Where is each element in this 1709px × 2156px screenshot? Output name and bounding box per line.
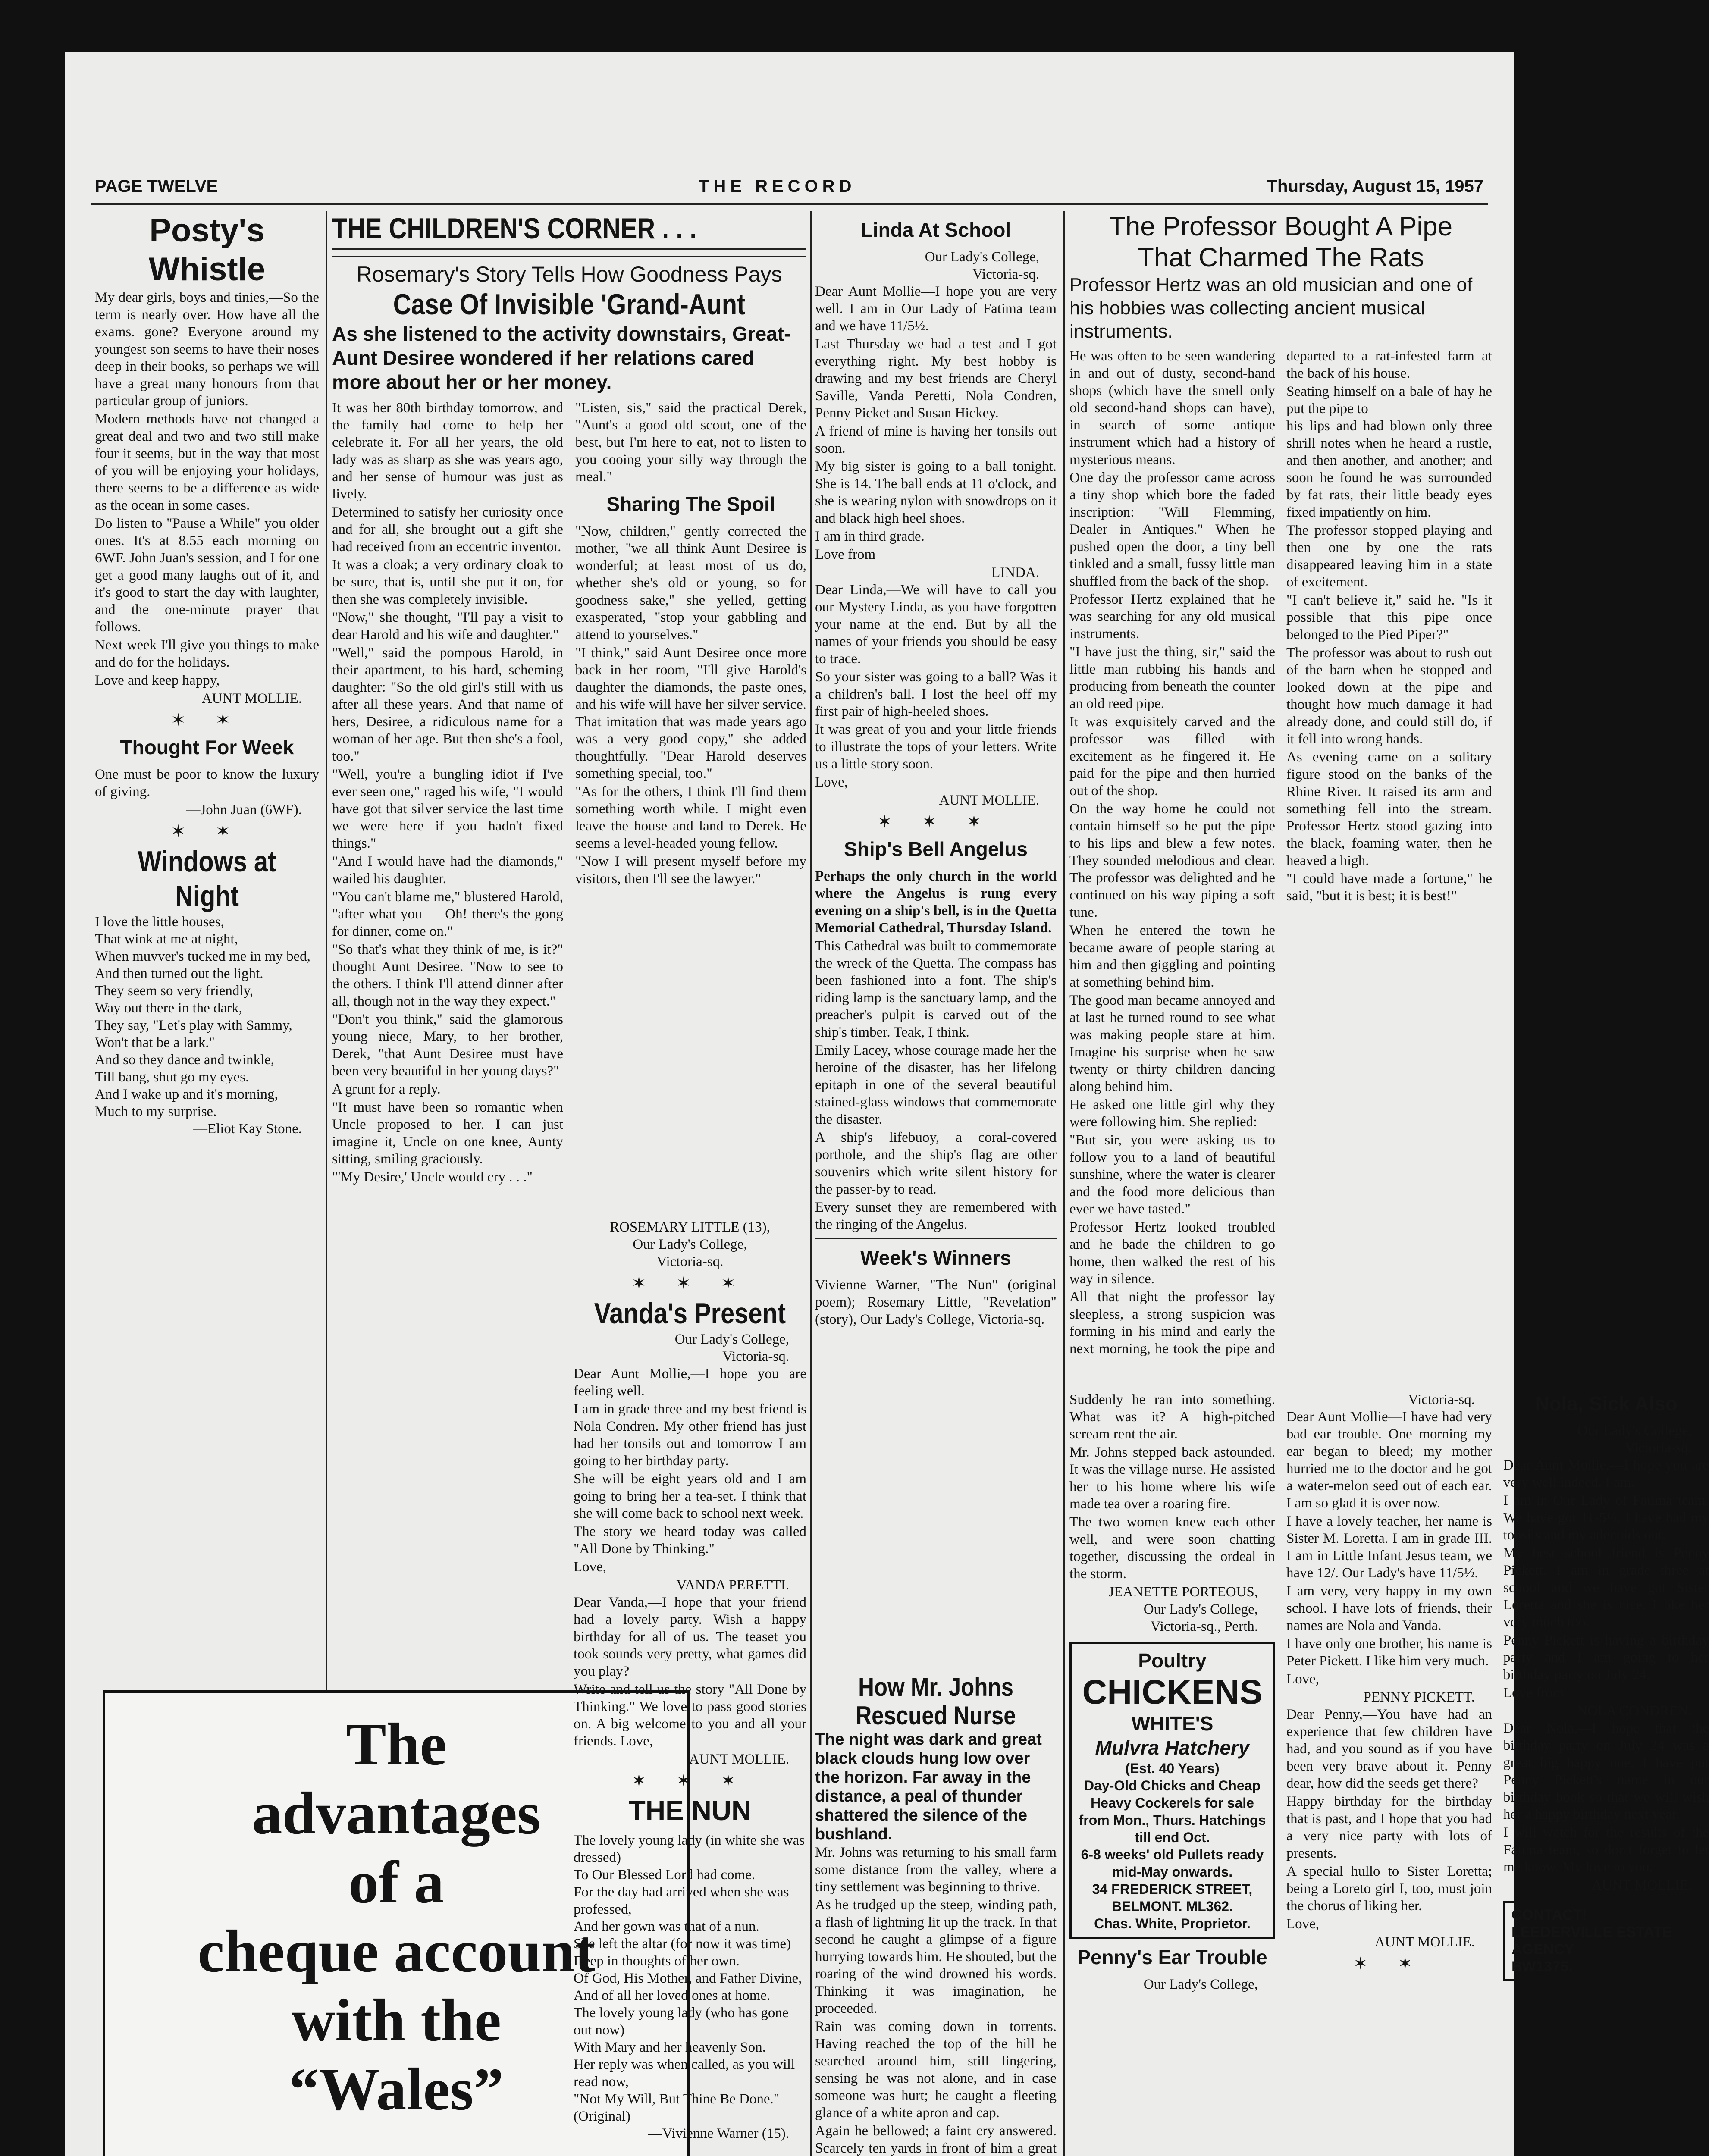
professor-body-right — [1286, 417, 1492, 905]
reply-signature: AUNT MOLLIE. — [689, 1752, 789, 1767]
paragraph: Happy birthday for the birthday that is past, and I hope that you had a very nice party with lots of presents. — [1286, 1794, 1492, 1861]
paragraph: "I have just the thing, sir," said the little man rubbing his hands and producing from beneath the counter an old reed pipe. — [1069, 644, 1275, 711]
paragraph: "And I would have had the diamonds," wailed his daughter. — [332, 854, 563, 887]
linda-reply-signature: AUNT MOLLIE. — [939, 793, 1039, 808]
paragraph: A friend of mine is having her tonsils out soon. — [815, 423, 1057, 456]
winners-body: Vivienne Warner, "The Nun" (original poem); Rosemary Little, "Revelation" (story), Our Lady's College, Victoria-sq. — [815, 1277, 1057, 1327]
poultry-hatchery: Mulvra Hatchery — [1095, 1736, 1250, 1759]
story-signature-block — [574, 1219, 806, 2142]
poem-line: With Mary and her heavenly Son. — [574, 2040, 766, 2055]
paragraph: Again he bellowed; a faint cry answered. Scarcely ten yards in front of him a great — [815, 2123, 1057, 2156]
paragraph: Love, — [1286, 1916, 1320, 1932]
signature-line: ROSEMARY LITTLE (13), — [610, 1219, 770, 1235]
poem-line: That wink at me at night, — [95, 931, 238, 947]
paragraph: My dear girls, boys and tinies,—So the term is nearly over. How have all the exams. gone? Everyone around my youngest son seems to have their noses deep in their books, so perhaps we will have a great many honours from that particular group of juniors. — [95, 290, 319, 409]
contact-box — [1503, 1901, 1709, 1981]
bell-title: Ship's Bell Angelus — [844, 838, 1028, 860]
bell-lead: Perhaps the only church in the world where the Angelus is rung every evening on a ship's bell, is in the Quetta Memorial Cathedral, Thursday Island. — [815, 868, 1057, 936]
story-subhead: Rosemary's Story Tells How Goodness Pays — [356, 262, 782, 286]
poultry-chickens: CHICKENS — [1082, 1673, 1263, 1711]
paragraph: My best school friend is Penny Pickett. I am in grade three at school and we have got Sister Loretta and she is nice. I like her very much too. — [1503, 1545, 1709, 1630]
paragraph: "But sir, you were asking us to follow you to a land of beautiful sunshine, where the water is clearer and the food more delicious than ever we have tasted." — [1069, 1132, 1275, 1217]
professor-title — [1069, 211, 1492, 273]
paragraph: Dear Nola,—I hope that the birthday party on July 24 was a great big happy one. I have put Penny Pickett's name in our birthday book so that we will wish her a happy birthday next year. — [1503, 1720, 1709, 1822]
spoil-body — [575, 523, 806, 887]
thought-signature: —John Juan (6WF). — [186, 802, 302, 818]
paragraph: The story we heard today was called "All Done by Thinking." — [574, 1524, 806, 1557]
address-line: Victoria-sq. — [1625, 1440, 1692, 1456]
paragraph: his lips and had blown only three shrill notes when he heard a rustle, and then another, and another; and soon he found he was surrounded by fat rats, their little beady eyes fixed impatiently on him. — [1286, 418, 1492, 520]
poem-line: When muvver's tucked me in my bed, — [95, 949, 310, 964]
poultry-line: Day-Old Chicks and Cheap Heavy Cockerels for sale from Mon., Thurs. Hatchings till end Oct. — [1079, 1778, 1266, 1845]
paragraph: I have only one brother, his name is Peter Pickett. I like him very much. — [1286, 1636, 1492, 1669]
poem-line: And then turned out the light. — [95, 966, 263, 981]
nurse-body-left — [815, 1844, 1057, 2156]
nola-reply — [1503, 1720, 1709, 1876]
linda-body — [815, 283, 1057, 563]
paragraph: As evening came on a solitary figure stood on the banks of the Rhine River. It raised its arm and something fell into the stream. Professor Hertz stood gazing into the black, foaming water, then he heaved a high. — [1286, 749, 1492, 868]
paragraph: As he trudged up the steep, winding path, a flash of lightning lit up the track. In that second he caught a glimpse of a figure hurrying towards him. He shouted, but the roaring of the wind drowned his words. Thinking it was imagination, he proceeded. — [815, 1897, 1057, 2016]
paragraph: "Now," she thought, "I'll pay a visit to dear Harold and his wife and daughter." — [332, 610, 563, 642]
poultry-lines — [1078, 1760, 1267, 1932]
thought-title: Thought For Week — [120, 736, 294, 758]
address-line: Victoria-sq. — [1408, 1392, 1475, 1407]
ad-headline-line: advantages — [252, 1780, 541, 1847]
ad-headline-line: with the — [291, 1987, 502, 2054]
address-line: Our Lady's College, — [1577, 1423, 1692, 1438]
title-line: That Charmed The Rats — [1138, 243, 1424, 273]
contact-line: BW1375. — [1511, 1959, 1573, 1975]
column-1 — [95, 211, 319, 1677]
poem-line: Way out there in the dark, — [95, 1000, 242, 1016]
paragraph: Suddenly he ran into something. What was it? A high-pitched scream rent the air. — [1069, 1392, 1275, 1442]
thought-body: One must be poor to know the luxury of giving. — [95, 767, 319, 799]
poultry-line: 34 FREDERICK STREET, BELMONT. ML362. — [1092, 1881, 1253, 1914]
nun-poem — [574, 1832, 806, 2125]
poem-line: I love the little houses, — [95, 914, 224, 930]
nola-reply-signature: AUNT MOLLIE. — [1591, 1877, 1692, 1893]
story-title: Case Of Invisible 'Grand-Aunt — [393, 288, 746, 321]
poem-line: And so they dance and twinkle, — [95, 1052, 275, 1068]
signature-line: Our Lady's College, — [1143, 1601, 1258, 1617]
nurse-right-block — [1069, 1391, 1275, 1939]
paragraph: Love, — [1286, 1671, 1320, 1687]
paragraph: I am in Our Lady of Fatima team. We have got 11-5½. I have had my tonsils and my adenoids out. — [1503, 1493, 1709, 1543]
wavy-rule — [332, 248, 806, 257]
paragraph: Dear Aunt Mollie—I have had very bad ear trouble. One morning my ear began to bleed; my mother hurried me to the doctor and he got a water-melon seed out of each ear. I am so glad it is over now. — [1286, 1409, 1492, 1511]
paragraph: Dear Vanda,—I hope that your friend had a lovely party. Wish a happy birthday for all of us. The teaset you took sounds very pretty, what games did you play? — [574, 1595, 806, 1679]
ad-headline-line: of a — [348, 1849, 444, 1916]
story-columns — [332, 399, 806, 1219]
nola-body — [1503, 1457, 1709, 1702]
paragraph: Modern methods have not changed a great deal and two and two still make four it seems, but in the way that most of you will be enjoying your holidays, there seems to be a difference as wide as the ocean in some cases. — [95, 411, 319, 513]
poultry-name: WHITE'S — [1131, 1712, 1214, 1735]
corner-title: THE CHILDREN'S CORNER . . . — [332, 212, 697, 245]
poem-line: And I wake up and it's morning, — [95, 1087, 278, 1102]
paragraph: Love, — [574, 1559, 607, 1575]
poem-line: Much to my surprise. — [95, 1104, 217, 1119]
paragraph: So your sister was going to a ball? Was it a children's ball. I lost the heel off my first pair of high-heeled shoes. — [815, 669, 1057, 719]
paragraph: A special hullo to Sister Loretta; being a Loreto girl I, too, must join the chorus of liking her. — [1286, 1864, 1492, 1914]
vanda-address — [574, 1331, 806, 1365]
poem-line: She left the altar (for now it was time) — [574, 1936, 791, 1952]
nurse-title: How Mr. Johns Rescued Nurse — [856, 1673, 1016, 1730]
paragraph: Love from — [815, 547, 876, 562]
ad-headline-line: “Wales” — [289, 2056, 504, 2123]
paragraph: Last Thursday we had a test and I got everything right. My best hobby is drawing and my best friends are Cheryl Saville, Vanda Peretti, Nola Condren, Penny Picket and Susan Hickey. — [815, 336, 1057, 421]
nurse-body-right — [1069, 1391, 1275, 1583]
poultry-line: 6-8 weeks' old Pullets ready mid-May onwards. — [1081, 1847, 1264, 1880]
signature-line: JEANETTE PORTEOUS, — [1108, 1584, 1258, 1600]
paragraph: Next week I'll give you things to make and do for the holidays. — [95, 637, 319, 670]
paragraph: "Now I will present myself before my visitors, then I'll see the lawyer." — [575, 854, 806, 887]
poem-line: To Our Blessed Lord had come. — [574, 1867, 756, 1883]
issue-date: Thursday, August 15, 1957 — [1267, 177, 1483, 196]
poem-line: And of all her loved ones at home. — [574, 1988, 771, 2003]
address-line: Our Lady's College, — [674, 1332, 789, 1347]
paragraph: A ship's lifebuoy, a coral-covered porthole, and the ship's flag are other souvenirs which write silent history for the passer-by to read. — [815, 1130, 1057, 1197]
paper-title: THE RECORD — [699, 177, 856, 196]
vanda-reply — [574, 1594, 806, 1750]
poultry-label: Poultry — [1138, 1649, 1207, 1672]
paragraph: "Now, children," gently corrected the mother, "we all think Aunt Desiree is wonderful; at least most of us do, whether she's old or young, so for goodness sake," she yelled, getting exasperated, "stop your gabbling and attend to yourselves." — [575, 523, 806, 642]
paragraph: The professor was about to rush out of the barn when he stopped and looked down at the pipe and thought how much damage it had already done, and could still do, if it fell into wrong hands. — [1286, 645, 1492, 747]
divider-stars: ✶ ✶ ✶ — [631, 1273, 749, 1293]
paragraph: A grunt for a reply. — [332, 1081, 441, 1097]
contact-line: CONTACT! — [1511, 1907, 1587, 1923]
paragraph: I will watch for the results of the Fatima team, so don't forget to let me know. My love to you, — [1503, 1825, 1709, 1875]
address-line: Victoria-sq. — [972, 266, 1039, 282]
paragraph: Dear Linda,—We will have to call you our Mystery Linda, as you have forgotten your name at the end. But by all the names of your friends you should be easy to trace. — [815, 582, 1057, 667]
professor-deck: Professor Hertz was an old musician and one of his hobbies was collecting ancient musical instruments. — [1069, 274, 1473, 342]
paragraph: All that night the professor lay sleepless, a strong suspicion was forming in his mind and early the next morning, he took the pipe and departed to a rat-infested farm at the back of his house. — [1069, 348, 1492, 1357]
paragraph: It was exquisitely carved and the professor was filled with excitement as he fingered it. He paid for the pipe and then hurried out of the shop. — [1069, 714, 1275, 799]
paragraph: One day the professor came across a tiny shop which bore the faded inscription: "Will Flemming, Dealer in Antiques." When he pushed open the door, a tiny bell tinkled and a small, fussy little man shuffled from the back of the shop. — [1069, 470, 1275, 589]
paragraph: I am very, very happy in my own school. I have lots of friends, their names are Nola and Vanda. — [1286, 1583, 1492, 1633]
paragraph: When he entered the town he became aware of people staring at him and then giggling and pointing at something behind him. — [1069, 923, 1275, 990]
paragraph: I have a lovely teacher, her name is Sister M. Loretta. I am in grade III. I am in Little Infant Jesus team, we have 12/. Our Lady's have 11/5½. — [1286, 1514, 1492, 1581]
address-line: Our Lady's College, — [1143, 1977, 1258, 1992]
nola-signature: NOLA CONDREN. — [1577, 1703, 1692, 1719]
column-4 — [1069, 211, 1709, 2156]
paragraph: Determined to satisfy her curiosity once and for all, she brought out a gift she had received from an eccentric inventor. — [332, 505, 563, 555]
poem-line: They seem so very friendly, — [95, 983, 254, 999]
nurse-signature — [1069, 1583, 1275, 1635]
paragraph: "Well, you're a bungling idiot if I've ever seen one," raged his wife, "I would have got that silver service the last time we were here if you hadn't fixed things." — [332, 767, 563, 851]
title-line: The Professor Bought A Pipe — [1109, 212, 1453, 241]
newspaper-page — [65, 52, 1709, 2156]
paragraph: Professor Hertz explained that he was searching for any old musical instruments. — [1069, 592, 1275, 642]
paragraph: "As for the others, I think I'll find them something worth while. I might even leave the house and land to Derek. He seems a level-headed young fellow. — [575, 784, 806, 851]
ad-headline-line: The — [346, 1711, 447, 1778]
paragraph: Love from — [1503, 1685, 1564, 1701]
nola-title: Nola, Sick Also — [1535, 1392, 1678, 1415]
poem-line: (Original) — [574, 2109, 630, 2124]
paragraph: It was her 80th birthday tomorrow, and the family had come to help her celebrate it. For all her years, the old lady was as sharp as she was years ago, and her sense of humour was just as lively. — [332, 400, 563, 502]
ad-headline-line: cheque account — [198, 1918, 595, 1985]
paragraph: Mr. Johns stepped back astounded. It was the village nurse. He assisted her to his home where his wife made tea over a roaring fire. — [1069, 1445, 1275, 1512]
poem-line: The lovely young lady (who has gone out now) — [574, 2005, 789, 2038]
poultry-line: Chas. White, Proprietor. — [1094, 1916, 1251, 1931]
divider-stars: ✶ ✶ ✶ — [631, 1771, 749, 1790]
vanda-signature: VANDA PERETTI. — [676, 1577, 789, 1593]
paragraph: "Well," said the pompous Harold, in their apartment, to his hard, scheming daughter: "So the old girl's still with us after all these years. And that name of hers, Desiree, a ridiculous name for a woman of her age. But then she's a fool, too." — [332, 645, 563, 764]
paragraph: "I think," said Aunt Desiree once more back in her room, "I'll give Harold's daughter the diamonds, the paste ones, and his wife will have her silver service. That imitation that was made years ago was a very good copy," she added thoughtfully. "Dear Harold deserves something special, too." — [575, 645, 806, 781]
poem-line: The lovely young lady (in white she was dressed) — [574, 1833, 805, 1865]
paragraph: He asked one little girl why they were following him. She replied: — [1069, 1097, 1275, 1130]
linda-signature: LINDA. — [991, 565, 1039, 580]
signature-line: Victoria-sq., Perth. — [1150, 1619, 1258, 1634]
bell-body — [815, 937, 1057, 1233]
poultry-line: (Est. 40 Years) — [1125, 1761, 1220, 1776]
penny-title: Penny's Ear Trouble — [1077, 1946, 1267, 1968]
poultry-advertisement — [1069, 1642, 1275, 1939]
paragraph: Love, — [815, 774, 848, 790]
masthead — [95, 177, 1483, 203]
poem-line: Won't that be a lark." — [95, 1035, 215, 1050]
posty-body — [95, 289, 319, 689]
vanda-body — [574, 1365, 806, 1576]
poem-line: Till bang, shut go my eyes. — [95, 1069, 249, 1085]
paragraph: My big sister is going to a ball tonight. She is 14. The ball ends at 11 o'clock, and she is wearing nylon with snowdrops on it and black high heel shoes. — [815, 459, 1057, 526]
poem-line: Deep in thoughts of her own. — [574, 1953, 740, 1969]
paragraph: "Listen, sis," said the practical Derek, "Aunt's a good old scout, one of the best, but I'm here to eat, not to listen to you cooing your silly way through the meal." — [575, 400, 806, 485]
poem-line: And her gown was that of a nun. — [574, 1919, 759, 1934]
paragraph: Seating himself on a bale of hay he put the pipe to — [1286, 384, 1492, 417]
penny-reply — [1286, 1706, 1492, 1933]
poem-line: "Not My Will, But Thine Be Done." — [574, 2091, 780, 2107]
paragraph: "I can't believe it," said he. "Is it possible that this pipe once belonged to the Pied Piper?" — [1286, 592, 1492, 642]
poem-line: They say, "Let's play with Sammy, — [95, 1018, 292, 1033]
poem-line: Her reply was when called, as you will read now, — [574, 2057, 795, 2090]
paragraph: "It must have been so romantic when Uncle proposed to her. I can just imagine it, Uncle on one knee, Aunty sitting, smiling graciously. — [332, 1100, 563, 1167]
vanda-title: Vanda's Present — [594, 1297, 786, 1330]
divider-stars: ✶ ✶ — [171, 710, 243, 730]
divider-stars: ✶ ✶ — [1353, 1954, 1426, 1973]
paragraph: The professor stopped playing and then one by one the rats disappeared leaving him in a state of excitement. — [1286, 523, 1492, 590]
windows-poem — [95, 913, 319, 1120]
paragraph: Mr. Johns was returning to his small farm some distance from the valley, where a tiny settlement was beginning to thrive. — [815, 1845, 1057, 1895]
poem-line: For the day had arrived when she was professed, — [574, 1884, 789, 1917]
professor-columns — [1069, 348, 1492, 1391]
signature-line: Victoria-sq. — [656, 1254, 724, 1269]
column-2 — [332, 211, 806, 2156]
linda-reply — [815, 581, 1057, 791]
penny-signature: PENNY PICKETT. — [1363, 1689, 1475, 1705]
divider-stars: ✶ ✶ ✶ — [877, 812, 994, 831]
column-rule — [1063, 211, 1065, 2156]
nola-address — [1503, 1422, 1709, 1457]
penny-reply-signature: AUNT MOLLIE. — [1374, 1934, 1475, 1950]
paragraph: Dear Aunt Mollie—I hope you are very well. I am in Our Lady of Fatima team and we have 11/5½. — [815, 284, 1057, 334]
nurse-deck: The night was dark and great black clouds hung low over the horizon. Far away in the distance, a peal of thunder shattered the silence of the bushland. — [815, 1730, 1042, 1843]
paragraph: I am in third grade. — [815, 529, 925, 544]
paragraph: Every sunset they are remembered with the ringing of the Angelus. — [815, 1200, 1057, 1232]
column-3 — [815, 211, 1057, 1669]
paragraph: "I could have made a fortune," he said, "but it is best; it is best!" — [1286, 871, 1492, 904]
windows-title: Windows at Night — [138, 845, 276, 912]
paragraph: "Don't you think," said the glamorous young niece, Mary, to her brother, Derek, "that Aunt Desiree must have been very beautiful in her young days?" — [332, 1012, 563, 1079]
paragraph: Emily Lacey, whose courage made her the heroine of the disaster, has her lifelong epitaph in one of the several beautiful stained-glass windows that commemorate the disaster. — [815, 1043, 1057, 1127]
paragraph: Professor Hertz looked troubled and he bade the children to go home, then walked the rest of his way in silence. — [1069, 1219, 1275, 1287]
column-rule — [810, 211, 812, 2156]
paragraph: Love and keep happy, — [95, 673, 220, 688]
contact-line: LEEDERVILLE ESTATE — [1511, 1924, 1672, 1940]
linda-address — [815, 248, 1057, 283]
paragraph: It was great of you and your little friends to illustrate the tops of your letters. Write us a little story soon. — [815, 722, 1057, 772]
paragraph: Dear Penny,—You have had an experience that few children have had, and you sound as if you have been very brave about it. Penny dear, how did the seeds get there? — [1286, 1707, 1492, 1791]
windows-signature: —Eliot Kay Stone. — [193, 1121, 302, 1137]
linda-title: Linda At School — [860, 219, 1011, 241]
address-line: Our Lady's College, — [925, 249, 1039, 265]
paragraph: "So that's what they think of me, is it?" thought Aunt Desiree. "Now to see to the others. I think I'll attend dinner after all, though not in the way they expect." — [332, 942, 563, 1009]
letters-columns — [1069, 1391, 1709, 1995]
winners-title: Week's Winners — [860, 1247, 1011, 1269]
posty-signature: AUNT MOLLIE. — [201, 691, 302, 706]
story-signature — [574, 1219, 806, 1270]
page-number: PAGE TWELVE — [95, 177, 218, 196]
masthead-rule — [91, 203, 1488, 205]
spoil-title: Sharing The Spoil — [606, 493, 775, 515]
paragraph: This Cathedral was built to commemorate the wreck of the Quetta. The compass has been fashioned into a font. The ship's riding lamp is the sanctuary lamp, and the preacher's pulpit is carved out of the ship's timber. Teak, I think. — [815, 938, 1057, 1040]
paragraph: Write and tell us the story "All Done by Thinking." We love to pass good stories on. A big welcome to you and all your friends. Love, — [574, 1682, 806, 1749]
paragraph: Penny Pickett is having a birthday party and I am going to her birthday party on July 24. — [1503, 1633, 1709, 1683]
address-line: Victoria-sq. — [722, 1349, 789, 1364]
paragraph: "'My Desire,' Uncle would cry . . ." — [332, 1169, 533, 1185]
contact-line: AGENCY — [1511, 1941, 1574, 1958]
paragraph: She will be eight years old and I am going to bring her a tea-set. I think that she will come back to school next week. — [574, 1471, 806, 1521]
paragraph: On the way home he could not contain himself so he put the pipe to his lips and blew a few notes. They sounded melodious and clear. The professor was delighted and he continued on his way piping a soft tune. — [1069, 801, 1275, 920]
nurse-story — [815, 1673, 1057, 2156]
paragraph: Do listen to "Pause a While" you older ones. It's at 8.55 each morning on 6WF. John Juan's session, and I for one get a good many laughs out of it, and it's good to start the day with laughter, and the one-minute prayer that follows. — [95, 516, 319, 635]
paragraph: It was a cloak; a very ordinary cloak to be sure, that is, until she put it on, for then she was completely invisible. — [332, 557, 563, 607]
rule — [815, 1238, 1057, 1239]
nun-signature: —Vivienne Warner (15). — [648, 2126, 789, 2141]
signature-line: Our Lady's College, — [633, 1237, 747, 1252]
paragraph: Rain was coming down in torrents. Having reached the top of the hill he searched around him, still lingering, sensing he was not alone, and in case someone was hurt; he caught a fleeting glance of a white apron and cap. — [815, 2019, 1057, 2121]
nun-title: THE NUN — [628, 1795, 752, 1826]
paragraph: Dear Aunt Mollie,—I hope you are feeling well. — [574, 1366, 806, 1399]
divider-stars: ✶ ✶ — [171, 821, 243, 841]
penny-body — [1286, 1408, 1492, 1688]
story-deck: As she listened to the activity downstairs, Great-Aunt Desiree wondered if her relations cared more about her or her money. — [332, 323, 791, 393]
paragraph: He was often to be seen wandering in and out of dusty, second-hand shops (which have the smell only old second-hand shops can have), in search of some antique instrument which had a history of mysterious means. — [1069, 348, 1275, 467]
poem-line: Of God, His Mother, and Father Divine, — [574, 1971, 802, 1986]
paragraph: Dear Aunt Mollie,—I hope you are very well indeed. I am. — [1503, 1457, 1709, 1490]
paragraph: The good man became annoyed and at last he turned round to see what was making people stare at him. Imagine his surprise when he saw twenty or thirty children dancing along behind him. — [1069, 993, 1275, 1094]
paragraph: "You can't blame me," blustered Harold, "after what you — Oh! there's the gong for dinner, come on." — [332, 889, 563, 939]
paragraph: I am in grade three and my best friend is Nola Condren. My other friend has just had her tonsils out and tomorrow I am going to her birthday party. — [574, 1401, 806, 1469]
posty-title: Posty's Whistle — [148, 212, 266, 288]
paragraph: The two women knew each other well, and were soon chatting together, discussing the ordeal in the storm. — [1069, 1514, 1275, 1582]
